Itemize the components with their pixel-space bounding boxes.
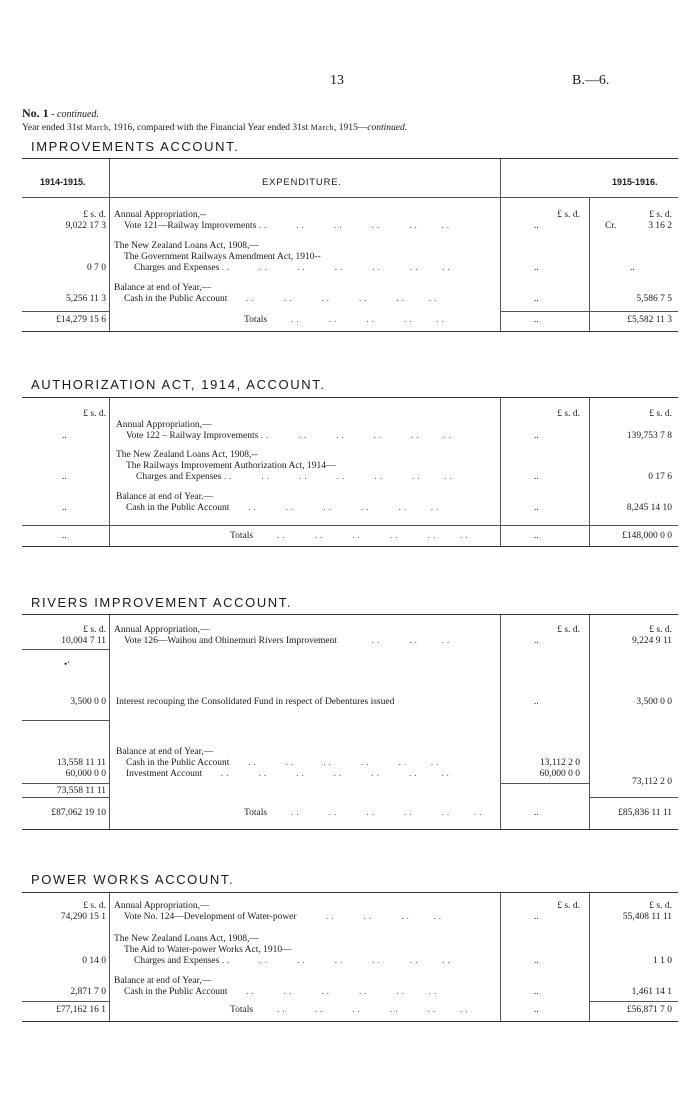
row-heading: Annual Appropriation,— [114, 901, 210, 911]
row-label: Charges and Expenses .. .. .. .. .. .. .. [136, 472, 455, 482]
value-cell: .. [62, 431, 67, 441]
currency-header: £ s. d. [649, 901, 672, 911]
power-account-table [22, 892, 678, 1022]
value-cell: 0 7 0 [87, 263, 106, 273]
row-label-text: Charges and Expenses [134, 956, 220, 966]
column-header-expenditure: EXPENDITURE. [262, 177, 342, 188]
currency-header: £ s. d. [557, 625, 580, 635]
year-line [22, 123, 407, 133]
row-heading: Balance at end of Year,— [114, 976, 212, 986]
authorization-account-title: AUTHORIZATION ACT, 1914, ACCOUNT. [31, 377, 326, 392]
value-cell: .. [630, 263, 635, 273]
year-line-month: March [85, 123, 109, 132]
currency-header: £ s. d. [83, 625, 106, 635]
total-value: £14,279 15 6 [56, 315, 106, 325]
printer-mark-icon: •ʻ [64, 659, 71, 669]
row-label: Vote 122 – Railway Improvements .. .. .. .. .. .. [126, 431, 455, 441]
value-cell: 9,022 17 3 [65, 221, 106, 231]
row-heading: Annual Appropriation,-- [114, 210, 207, 220]
totals-row: Totals .. .. .. .. .. .. [244, 808, 485, 818]
value-cell: .. [534, 263, 539, 273]
value-cell: .. [62, 472, 67, 482]
total-value: .. [62, 531, 67, 541]
totals-label: Totals [244, 808, 268, 818]
value-cell: 5,586 7 5 [636, 294, 672, 304]
value-cell: 13,558 11 11 [56, 758, 106, 768]
value-cell: .. [534, 472, 539, 482]
improvements-account-table [22, 158, 678, 332]
page-reference: B.—6. [572, 73, 610, 88]
table-number-label: No. 1 [22, 106, 49, 120]
year-line-continued: continued. [367, 123, 408, 133]
row-label-text: Charges and Expenses [136, 472, 222, 482]
currency-header: £ s. d. [649, 409, 672, 419]
value-cell: 8,245 14 10 [626, 503, 672, 513]
column-header-1914-1915: 1914-1915. [40, 177, 86, 187]
table-number [22, 106, 99, 121]
currency-header: £ s. d. [557, 409, 580, 419]
value-cell: 10,004 7 11 [61, 636, 106, 646]
row-label: Vote 121—Railway Improvements .. .. .. .. .. .. [124, 221, 453, 231]
value-cell: 1,461 14 1 [631, 987, 672, 997]
row-label: Interest recouping the Consolidated Fund in respect of Debentures issued [116, 697, 395, 707]
value-cell: 55,408 11 11 [622, 912, 672, 922]
row-heading: Balance at end of Year.— [116, 492, 214, 502]
row-label: Charges and Expenses .. .. .. .. .. .. .. [134, 956, 453, 966]
total-value: .. [534, 315, 539, 325]
row-label-text: Charges and Expenses [134, 263, 220, 273]
value-cell: 60,000 0 0 [539, 769, 580, 779]
credit-marker: Cr. [605, 221, 617, 231]
value-cell: 3,500 0 0 [636, 697, 672, 707]
value-cell: .. [534, 636, 539, 646]
total-value: £85,836 11 11 [618, 808, 672, 818]
value-cell: 0 17 6 [648, 472, 672, 482]
total-value: £77,162 16 1 [56, 1005, 106, 1015]
value-cell: 3 16 2 [648, 221, 672, 231]
currency-header: £ s. d. [649, 210, 672, 220]
row-subheading: The Aid to Water-power Works Act, 1910— [124, 945, 292, 955]
totals-row: Totals .. .. .. .. .. [244, 315, 447, 325]
row-label: Investment Account .. .. .. .. .. .. .. [126, 769, 452, 779]
totals-label: Totals [230, 1005, 254, 1015]
subtotal-value: 73,112 2 0 [631, 777, 672, 787]
value-cell: 1 1 0 [653, 956, 672, 966]
value-cell: 74,290 15 1 [60, 912, 106, 922]
row-heading: The New Zealand Loans Act, 1908,-- [116, 450, 258, 460]
row-label-text: Cash in the Public Account [126, 758, 230, 768]
row-label-text: Vote 121—Railway Improvements [124, 221, 257, 231]
row-label-text: Vote 126—Waihou and Ohinemuri Rivers Improvement [124, 636, 338, 646]
value-cell: 3,500 0 0 [70, 697, 106, 707]
continued-note: - continued. [48, 109, 99, 120]
year-line-text: Year ended 31st [22, 123, 86, 133]
column-header-1915-1916: 1915-1916. [612, 177, 658, 187]
row-heading: Balance at end of Year,— [116, 747, 214, 757]
year-line-text: , 1916, compared with the Financial Year ended 31st [108, 123, 311, 133]
row-label: Cash in the Public Account .. .. .. .. .. .. [126, 503, 442, 513]
currency-header: £ s. d. [83, 210, 106, 220]
value-cell: .. [534, 697, 539, 707]
total-value: £5,582 11 3 [627, 315, 672, 325]
total-value: .. [534, 808, 539, 818]
value-cell: 60,000 0 0 [65, 769, 106, 779]
value-cell: 2,871 7 0 [70, 987, 106, 997]
row-label: Cash in the Public Account .. .. .. .. .. .. [124, 294, 440, 304]
row-heading: The New Zealand Loans Act, 1908,— [114, 934, 259, 944]
total-value: .. [534, 531, 539, 541]
totals-row: Totals .. .. .. .. .. .. [230, 1005, 471, 1015]
rivers-account-table [22, 614, 678, 830]
total-value: £56,871 7 0 [626, 1005, 672, 1015]
row-heading: Annual Appropriation,— [116, 420, 212, 430]
value-cell: .. [62, 503, 67, 513]
totals-label: Totals [230, 531, 254, 541]
value-cell: 139,753 7 8 [626, 431, 672, 441]
row-label: Vote No. 124—Development of Water-power .. .. .. .. [124, 912, 445, 922]
row-label-text: Vote No. 124—Development of Water-power [124, 912, 297, 922]
value-cell: .. [534, 912, 539, 922]
value-cell: .. [534, 431, 539, 441]
subtotal-value: 73,558 11 11 [56, 786, 106, 796]
totals-label: Totals [244, 315, 268, 325]
row-label: Vote 126—Waihou and Ohinemuri Rivers Improvement .. .. .. [124, 636, 453, 646]
power-account-title: POWER WORKS ACCOUNT. [31, 872, 235, 887]
currency-header: £ s. d. [557, 901, 580, 911]
row-label: Cash in the Public Account .. .. .. .. .. .. [124, 987, 440, 997]
value-cell: 0 14 0 [82, 956, 106, 966]
row-label-text: Cash in the Public Account [124, 294, 228, 304]
year-line-month: March [310, 123, 335, 132]
row-heading: Annual Appropriation,— [114, 625, 210, 635]
total-value: £148,000 0 0 [622, 531, 672, 541]
value-cell: .. [534, 956, 539, 966]
row-heading: The New Zealand Loans Act, 1908,— [114, 241, 259, 251]
row-heading: Balance at end of Year,— [114, 283, 212, 293]
value-cell: .. [534, 987, 539, 997]
currency-header: £ s. d. [649, 625, 672, 635]
rivers-account-title: RIVERS IMPROVEMENT ACCOUNT. [31, 595, 293, 610]
row-label-text: Cash in the Public Account [126, 503, 230, 513]
row-label-text: Cash in the Public Account [124, 987, 228, 997]
year-line-text: , 1915— [334, 123, 368, 133]
row-subheading: The Government Railways Amendment Act, 1910-- [124, 252, 321, 262]
authorization-account-table [22, 397, 678, 547]
page-number: 13 [330, 73, 344, 88]
row-subheading: The Railways Improvement Authorization Act, 1914— [126, 461, 336, 471]
currency-header: £ s. d. [557, 210, 580, 220]
row-label-text: Vote 122 – Railway Improvements [126, 431, 259, 441]
value-cell: .. [534, 503, 539, 513]
currency-header: £ s. d. [83, 409, 106, 419]
row-label: Cash in the Public Account .. .. .. .. .. .. [126, 758, 442, 768]
row-label: Charges and Expenses .. .. .. .. .. .. .. [134, 263, 453, 273]
totals-row: Totals .. .. .. .. .. .. [230, 531, 471, 541]
value-cell: 13,112 2 0 [539, 758, 580, 768]
value-cell: 5,256 11 3 [65, 294, 106, 304]
improvements-account-title: IMPROVEMENTS ACCOUNT. [31, 139, 240, 154]
value-cell: .. [534, 294, 539, 304]
row-label-text: Investment Account [126, 769, 203, 779]
total-value: £87,062 19 10 [51, 808, 106, 818]
currency-header: £ s. d. [83, 901, 106, 911]
value-cell: 9,224 9 11 [631, 636, 672, 646]
total-value: .. [534, 1005, 539, 1015]
value-cell: .. [534, 221, 539, 231]
